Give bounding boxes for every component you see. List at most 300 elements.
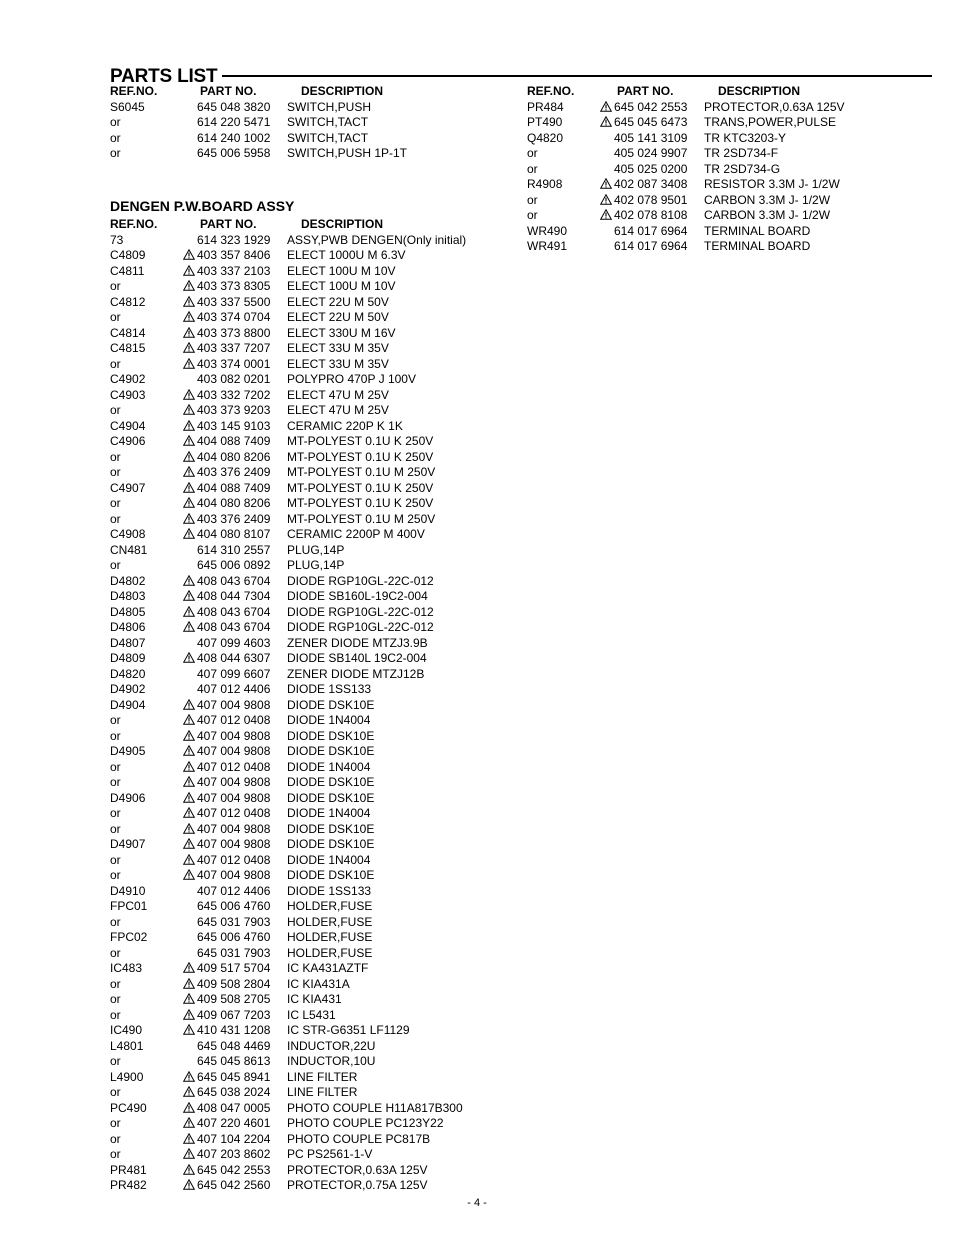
table-row xyxy=(110,465,510,481)
part-no: 614 240 1002 xyxy=(197,130,271,145)
safety-warning-icon xyxy=(599,208,614,224)
ref-no: or xyxy=(110,449,121,464)
description: HOLDER,FUSE xyxy=(287,899,373,913)
safety-warning-icon xyxy=(182,465,197,481)
warning-slot xyxy=(182,930,197,946)
safety-warning-icon xyxy=(182,481,197,497)
ref-no: C4809 xyxy=(110,248,146,262)
table-row xyxy=(527,100,927,116)
table-row xyxy=(110,264,510,280)
description: ELECT 1000U M 6.3V xyxy=(287,248,406,262)
safety-warning-icon xyxy=(182,791,197,807)
ref-no-header: REF.NO. xyxy=(527,84,575,98)
table-row xyxy=(110,1070,510,1086)
description: PROTECTOR,0.63A 125V xyxy=(287,1162,428,1177)
part-no: 408 047 0005 xyxy=(197,1100,271,1115)
part-no: 409 067 7203 xyxy=(197,1007,271,1022)
safety-warning-icon xyxy=(182,837,197,853)
table-row xyxy=(110,481,510,497)
description: DIODE RGP10GL-22C-012 xyxy=(287,573,434,588)
description: PC PS2561-1-V xyxy=(287,1147,373,1161)
warning-slot xyxy=(182,1054,197,1070)
part-no: 410 431 1208 xyxy=(197,1023,271,1037)
description: POLYPRO 470P J 100V xyxy=(287,372,416,386)
safety-warning-icon xyxy=(182,589,197,605)
part-no: 407 012 4406 xyxy=(197,682,271,696)
description-header: DESCRIPTION xyxy=(301,217,384,231)
description: MT-POLYEST 0.1U M 250V xyxy=(287,511,436,526)
part-no: 645 006 0892 xyxy=(197,558,271,572)
description: SWITCH,PUSH 1P-1T xyxy=(287,146,408,160)
part-no: 407 104 2204 xyxy=(197,1131,271,1146)
warning-slot xyxy=(182,667,197,683)
part-no: 614 323 1929 xyxy=(197,232,271,247)
ref-no: or xyxy=(110,945,121,960)
ref-no: PR484 xyxy=(527,99,564,114)
part-no: 403 337 7207 xyxy=(197,341,271,355)
ref-no: C4814 xyxy=(110,325,146,340)
table-row xyxy=(110,403,510,419)
safety-warning-icon xyxy=(182,822,197,838)
safety-warning-icon xyxy=(182,279,197,295)
table-row xyxy=(110,1116,510,1132)
description: IC KIA431A xyxy=(287,976,350,991)
description: HOLDER,FUSE xyxy=(287,914,373,929)
part-no: 645 006 5958 xyxy=(197,146,271,160)
safety-warning-icon xyxy=(182,1008,197,1024)
description: DIODE 1N4004 xyxy=(287,806,371,820)
part-no: 645 042 2553 xyxy=(197,1162,271,1177)
description: DIODE RGP10GL-22C-012 xyxy=(287,620,434,634)
table-row xyxy=(527,193,927,209)
part-no: 407 012 4406 xyxy=(197,883,271,898)
table-row xyxy=(110,115,510,131)
part-no: 614 017 6964 xyxy=(614,239,688,253)
ref-no-header: REF.NO. xyxy=(110,84,158,98)
ref-no: Q4820 xyxy=(527,130,564,145)
ref-no: or xyxy=(110,465,121,479)
safety-warning-icon xyxy=(182,868,197,884)
description: CARBON 3.3M J- 1/2W xyxy=(704,208,831,222)
warning-slot xyxy=(182,946,197,962)
ref-no-header: REF.NO. xyxy=(110,217,158,231)
part-no: 614 220 5471 xyxy=(197,115,271,129)
part-no: 645 048 4469 xyxy=(197,1038,271,1053)
warning-slot xyxy=(182,682,197,698)
part-no: 403 373 8305 xyxy=(197,279,271,293)
safety-warning-icon xyxy=(599,115,614,131)
table-row xyxy=(110,1039,510,1055)
table-header xyxy=(527,84,927,100)
description: IC KIA431 xyxy=(287,992,342,1006)
ref-no: C4903 xyxy=(110,387,146,402)
part-no: 404 080 8206 xyxy=(197,496,271,510)
ref-no: or xyxy=(110,115,121,129)
part-no: 403 373 8800 xyxy=(197,325,271,340)
part-no: 404 088 7409 xyxy=(197,480,271,495)
table-row xyxy=(110,1178,510,1194)
table-row xyxy=(110,558,510,574)
safety-warning-icon xyxy=(182,574,197,590)
description: IC KA431AZTF xyxy=(287,961,369,975)
ref-no: D4805 xyxy=(110,604,146,619)
description: IC L5431 xyxy=(287,1007,336,1022)
table-row xyxy=(110,419,510,435)
description: RESISTOR 3.3M J- 1/2W xyxy=(704,177,840,191)
table-row xyxy=(110,884,510,900)
table-row xyxy=(110,434,510,450)
safety-warning-icon xyxy=(182,419,197,435)
description: ELECT 100U M 10V xyxy=(287,263,396,278)
ref-no: S6045 xyxy=(110,99,145,114)
table-row xyxy=(110,341,510,357)
safety-warning-icon xyxy=(182,961,197,977)
ref-no: FPC01 xyxy=(110,899,148,913)
description: SWITCH,PUSH xyxy=(287,99,371,114)
ref-no: or xyxy=(110,511,121,526)
safety-warning-icon xyxy=(182,248,197,264)
description: LINE FILTER xyxy=(287,1069,358,1084)
description: CERAMIC 2200P M 400V xyxy=(287,527,425,541)
safety-warning-icon xyxy=(182,434,197,450)
part-no: 408 043 6704 xyxy=(197,620,271,634)
safety-warning-icon xyxy=(182,729,197,745)
description: DIODE 1N4004 xyxy=(287,852,371,867)
table-row xyxy=(110,527,510,543)
ref-no: R4908 xyxy=(527,177,563,191)
description: MT-POLYEST 0.1U K 250V xyxy=(287,449,434,464)
description: IC STR-G6351 LF1129 xyxy=(287,1023,410,1037)
part-no: 407 004 9808 xyxy=(197,775,271,789)
description: ELECT 330U M 16V xyxy=(287,325,396,340)
description: DIODE 1N4004 xyxy=(287,713,371,727)
part-no: 407 004 9808 xyxy=(197,790,271,805)
part-no: 408 044 7304 xyxy=(197,589,271,603)
switch-parts-table xyxy=(110,84,510,162)
continued-parts-table xyxy=(527,84,927,255)
ref-no: D4803 xyxy=(110,589,146,603)
description: SWITCH,TACT xyxy=(287,115,369,129)
warning-slot xyxy=(599,146,614,162)
part-no: 407 004 9808 xyxy=(197,744,271,758)
description-header: DESCRIPTION xyxy=(718,84,801,98)
table-row xyxy=(110,1101,510,1117)
page-title: PARTS LIST xyxy=(110,66,218,87)
safety-warning-icon xyxy=(182,620,197,636)
part-no: 407 004 9808 xyxy=(197,697,271,712)
description: DIODE DSK10E xyxy=(287,728,375,743)
part-no: 403 337 5500 xyxy=(197,294,271,309)
table-row xyxy=(110,806,510,822)
description: PHOTO COUPLE H11A817B300 xyxy=(287,1100,463,1115)
table-row xyxy=(110,512,510,528)
part-no: 402 078 9501 xyxy=(614,192,688,207)
warning-slot xyxy=(182,543,197,559)
table-row xyxy=(110,1008,510,1024)
part-no: 407 012 0408 xyxy=(197,852,271,867)
ref-no: or xyxy=(110,1116,121,1130)
ref-no: FPC02 xyxy=(110,930,148,944)
warning-slot xyxy=(599,239,614,255)
part-no: 645 045 8941 xyxy=(197,1069,271,1084)
ref-no: or xyxy=(110,728,121,743)
table-row xyxy=(110,1054,510,1070)
safety-warning-icon xyxy=(182,806,197,822)
part-no: 645 031 7903 xyxy=(197,914,271,929)
part-no: 402 078 8108 xyxy=(614,208,688,222)
safety-warning-icon xyxy=(182,760,197,776)
part-no: 407 099 4603 xyxy=(197,635,271,650)
description: DIODE DSK10E xyxy=(287,821,375,836)
safety-warning-icon xyxy=(182,403,197,419)
ref-no: L4801 xyxy=(110,1038,144,1053)
ref-no: or xyxy=(110,1054,121,1068)
ref-no: C4907 xyxy=(110,480,146,495)
table-row xyxy=(527,239,927,255)
table-row xyxy=(110,100,510,116)
safety-warning-icon xyxy=(182,512,197,528)
table-row xyxy=(110,744,510,760)
ref-no: PR482 xyxy=(110,1178,147,1192)
safety-warning-icon xyxy=(182,605,197,621)
table-row xyxy=(110,605,510,621)
description: ELECT 33U M 35V xyxy=(287,356,389,371)
safety-warning-icon xyxy=(182,450,197,466)
ref-no: or xyxy=(110,130,121,145)
safety-warning-icon xyxy=(182,992,197,1008)
safety-warning-icon xyxy=(182,977,197,993)
description: DIODE 1SS133 xyxy=(287,883,372,898)
part-no: 407 099 6607 xyxy=(197,666,271,681)
description: DIODE DSK10E xyxy=(287,744,375,758)
description: DIODE DSK10E xyxy=(287,775,375,789)
safety-warning-icon xyxy=(599,193,614,209)
safety-warning-icon xyxy=(599,100,614,116)
part-no: 407 004 9808 xyxy=(197,868,271,882)
description: DIODE DSK10E xyxy=(287,868,375,882)
part-no: 403 357 8406 xyxy=(197,248,271,262)
warning-slot xyxy=(182,146,197,162)
table-row xyxy=(110,698,510,714)
ref-no: D4820 xyxy=(110,666,146,681)
table-row xyxy=(527,115,927,131)
part-no: 407 004 9808 xyxy=(197,728,271,743)
part-no: 408 043 6704 xyxy=(197,573,271,588)
table-row xyxy=(110,682,510,698)
table-row xyxy=(110,853,510,869)
ref-no: or xyxy=(110,403,121,417)
safety-warning-icon xyxy=(182,1116,197,1132)
part-no: 409 508 2804 xyxy=(197,976,271,991)
table-row xyxy=(110,713,510,729)
table-row xyxy=(110,729,510,745)
part-no: 404 080 8107 xyxy=(197,527,271,541)
part-no: 614 310 2557 xyxy=(197,542,271,557)
part-no: 405 025 0200 xyxy=(614,161,688,176)
description: DIODE RGP10GL-22C-012 xyxy=(287,604,434,619)
safety-warning-icon xyxy=(182,357,197,373)
page-number: - 4 - xyxy=(467,1197,487,1209)
table-row xyxy=(110,961,510,977)
part-no-header: PART NO. xyxy=(200,84,257,98)
table-row xyxy=(110,667,510,683)
ref-no: C4812 xyxy=(110,294,146,309)
ref-no: D4807 xyxy=(110,635,146,650)
ref-no: C4815 xyxy=(110,341,146,355)
description: ZENER DIODE MTZJ3.9B xyxy=(287,635,428,650)
table-row xyxy=(110,636,510,652)
safety-warning-icon xyxy=(599,177,614,193)
table-row xyxy=(110,1085,510,1101)
ref-no: CN481 xyxy=(110,542,148,557)
part-no: 403 376 2409 xyxy=(197,511,271,526)
part-no: 404 080 8206 xyxy=(197,449,271,464)
description: PROTECTOR,0.63A 125V xyxy=(704,99,845,114)
description: LINE FILTER xyxy=(287,1085,358,1099)
table-row xyxy=(110,1132,510,1148)
part-no-header: PART NO. xyxy=(617,84,674,98)
description: CARBON 3.3M J- 1/2W xyxy=(704,192,831,207)
ref-no: or xyxy=(110,852,121,867)
ref-no: D4902 xyxy=(110,682,146,696)
part-no: 408 043 6704 xyxy=(197,604,271,619)
description: ELECT 100U M 10V xyxy=(287,279,396,293)
description: TERMINAL BOARD xyxy=(704,223,811,238)
description: PLUG,14P xyxy=(287,542,345,557)
part-no: 407 012 0408 xyxy=(197,806,271,820)
description: ELECT 33U M 35V xyxy=(287,341,389,355)
part-no: 403 374 0001 xyxy=(197,356,271,371)
part-no: 645 006 4760 xyxy=(197,930,271,944)
table-row xyxy=(110,295,510,311)
ref-no: or xyxy=(110,914,121,929)
ref-no: D4806 xyxy=(110,620,146,634)
warning-slot xyxy=(182,131,197,147)
part-no: 645 042 2553 xyxy=(614,99,688,114)
table-row xyxy=(527,224,927,240)
table-row xyxy=(110,1023,510,1039)
table-row xyxy=(527,177,927,193)
table-header xyxy=(110,84,510,100)
warning-slot xyxy=(182,100,197,116)
safety-warning-icon xyxy=(182,496,197,512)
description: DIODE 1N4004 xyxy=(287,759,371,774)
ref-no: IC490 xyxy=(110,1023,143,1037)
description: MT-POLYEST 0.1U K 250V xyxy=(287,480,434,495)
description: DIODE DSK10E xyxy=(287,837,375,851)
safety-warning-icon xyxy=(182,775,197,791)
part-no: 407 004 9808 xyxy=(197,821,271,836)
safety-warning-icon xyxy=(182,1163,197,1179)
safety-warning-icon xyxy=(182,527,197,543)
safety-warning-icon xyxy=(182,264,197,280)
description: DIODE DSK10E xyxy=(287,697,375,712)
description: MT-POLYEST 0.1U K 250V xyxy=(287,496,434,510)
ref-no: D4910 xyxy=(110,883,146,898)
table-row xyxy=(110,131,510,147)
safety-warning-icon xyxy=(182,310,197,326)
description: DIODE SB140L 19C2-004 xyxy=(287,651,427,665)
part-no: 403 376 2409 xyxy=(197,465,271,479)
part-no: 405 141 3109 xyxy=(614,130,688,145)
warning-slot xyxy=(182,372,197,388)
safety-warning-icon xyxy=(182,853,197,869)
description: TR 2SD734-F xyxy=(704,146,779,160)
part-no-header: PART NO. xyxy=(200,217,257,231)
table-row xyxy=(110,248,510,264)
safety-warning-icon xyxy=(182,341,197,357)
ref-no: or xyxy=(110,310,121,324)
description: ELECT 47U M 25V xyxy=(287,387,389,402)
part-no: 645 038 2024 xyxy=(197,1085,271,1099)
ref-no: or xyxy=(110,1007,121,1022)
description-header: DESCRIPTION xyxy=(301,84,384,98)
safety-warning-icon xyxy=(182,1132,197,1148)
part-no: 403 374 0704 xyxy=(197,310,271,324)
ref-no: D4905 xyxy=(110,744,146,758)
table-row xyxy=(110,279,510,295)
safety-warning-icon xyxy=(182,326,197,342)
part-no: 407 203 8602 xyxy=(197,1147,271,1161)
safety-warning-icon xyxy=(182,651,197,667)
description: ZENER DIODE MTZJ12B xyxy=(287,666,425,681)
description: CERAMIC 220P K 1K xyxy=(287,418,403,433)
ref-no: C4902 xyxy=(110,372,146,386)
part-no: 402 087 3408 xyxy=(614,177,688,191)
part-no: 645 045 8613 xyxy=(197,1054,271,1068)
parts-list-title-bar xyxy=(110,62,932,86)
description: HOLDER,FUSE xyxy=(287,945,373,960)
ref-no: PT490 xyxy=(527,115,563,129)
ref-no: PC490 xyxy=(110,1100,147,1115)
part-no: 645 045 6473 xyxy=(614,115,688,129)
description: MT-POLYEST 0.1U K 250V xyxy=(287,434,434,448)
table-row xyxy=(110,589,510,605)
part-no: 403 373 9203 xyxy=(197,403,271,417)
part-no: 407 012 0408 xyxy=(197,759,271,774)
table-row xyxy=(110,146,510,162)
ref-no: or xyxy=(527,192,538,207)
description: MT-POLYEST 0.1U M 250V xyxy=(287,465,436,479)
part-no: 407 012 0408 xyxy=(197,713,271,727)
table-row xyxy=(110,1163,510,1179)
warning-slot xyxy=(182,233,197,249)
part-no: 409 517 5704 xyxy=(197,961,271,975)
safety-warning-icon xyxy=(182,388,197,404)
safety-warning-icon xyxy=(182,1070,197,1086)
part-no: 403 082 0201 xyxy=(197,372,271,386)
table-row xyxy=(110,357,510,373)
ref-no: C4811 xyxy=(110,263,145,278)
title-rule xyxy=(222,75,932,77)
table-row xyxy=(110,310,510,326)
part-no: 403 145 9103 xyxy=(197,418,271,433)
description: TR KTC3203-Y xyxy=(704,130,787,145)
table-row xyxy=(527,162,927,178)
ref-no: D4904 xyxy=(110,697,146,712)
part-no: 645 042 2560 xyxy=(197,1178,271,1192)
table-row xyxy=(110,620,510,636)
section-title: DENGEN P.W.BOARD ASSY xyxy=(110,198,295,214)
ref-no: or xyxy=(110,146,121,160)
part-no: 645 031 7903 xyxy=(197,945,271,960)
part-no: 404 088 7409 xyxy=(197,434,271,448)
ref-no: or xyxy=(110,279,121,293)
warning-slot xyxy=(182,558,197,574)
warning-slot xyxy=(599,162,614,178)
table-row xyxy=(527,131,927,147)
table-row xyxy=(110,651,510,667)
